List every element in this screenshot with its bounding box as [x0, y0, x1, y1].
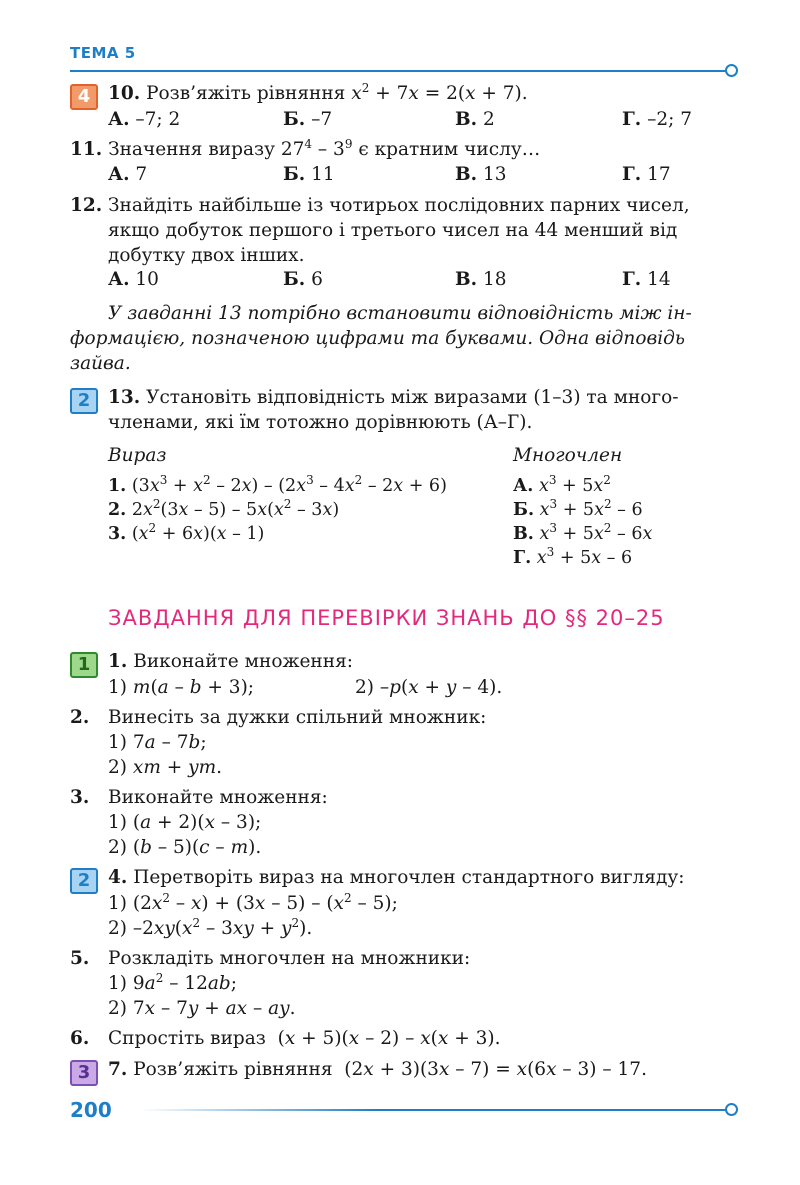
section-title: ЗАВДАННЯ ДЛЯ ПЕРЕВІРКИ ЗНАНЬ ДО §§ 20–25: [108, 606, 665, 630]
task-5: 5. Розкладіть многочлен на множники:: [70, 948, 471, 969]
question-11: 11. Значення виразу $27^4 - 3^9$ є кратним числу…: [70, 136, 541, 160]
task-1-b: 2) –p(x + y – 4).: [355, 677, 503, 698]
question-10: 10. Розв’яжіть рівняння $x^2 + 7x = 2(x + 7)$.: [108, 80, 528, 104]
column-header-polynomial: Многочлен: [513, 445, 623, 466]
note-line-1: У завданні 13 потрібно встановити відповідність між ін-: [108, 303, 692, 324]
task-4-b: 2) $-2xy(x^2 - 3xy + y^2)$.: [108, 915, 313, 939]
task-3: 3. Виконайте множення:: [70, 787, 328, 808]
polynomial-d: Г. $x^3 + 5x - 6$: [513, 545, 633, 568]
q11-option-d: Г. 17: [622, 164, 671, 185]
expression-1: 1. $(3x^3 + x^2 - 2x) - (2x^3 - 4x^2 - 2x + 6)$: [108, 473, 447, 496]
q11-option-c: В. 13: [455, 164, 507, 185]
topic-label: ТЕМА 5: [70, 44, 136, 62]
q10-option-b: Б. –7: [283, 109, 333, 130]
footer-rule-end: [725, 1103, 738, 1116]
question-12-num: 12.: [70, 195, 103, 216]
column-header-expression: Вираз: [108, 445, 167, 466]
task-4: 4. Перетворіть вираз на многочлен стандартного вигляду:: [108, 867, 685, 888]
expression-2: 2. $2x^2(3x - 5) - 5x(x^2 - 3x)$: [108, 497, 340, 520]
q12-option-a: А. 10: [108, 269, 159, 290]
note-line-2: формацією, позначеною цифрами та буквами. Одна відповідь: [70, 328, 685, 349]
task-5-b: 2) 7x – 7y + ax – ay.: [108, 998, 296, 1019]
task-2-a: 1) 7a – 7b;: [108, 732, 207, 753]
polynomial-c: В. $x^3 + 5x^2 - 6x$: [513, 521, 653, 544]
task-3-b: 2) (b – 5)(c – m).: [108, 837, 262, 858]
question-12-line-3: добутку двох інших.: [108, 245, 305, 266]
task-4-a: 1) $(2x^2 - x) + (3x - 5) - (x^2 - 5)$;: [108, 890, 398, 914]
task-2: 2. Винесіть за дужки спільний множник:: [70, 707, 487, 728]
q11-option-b: Б. 11: [283, 164, 335, 185]
q10-option-d: Г. –2; 7: [622, 109, 693, 130]
question-13-line-2: членами, які їм тотожно дорівнюють (А–Г).: [108, 412, 533, 433]
q12-option-b: Б. 6: [283, 269, 323, 290]
task-2-b: 2) xm + ym.: [108, 757, 223, 778]
question-13-line-1: 13. Установіть відповідність між виразами (1–3) та много-: [108, 387, 679, 408]
q12-option-d: Г. 14: [622, 269, 671, 290]
level-badge-2: 2: [70, 388, 98, 414]
question-12-line-1: Знайдіть найбільше із чотирьох послідовних парних чисел,: [108, 195, 690, 216]
polynomial-b: Б. $x^3 + 5x^2 - 6$: [513, 497, 643, 520]
level-badge-3: 3: [70, 1060, 98, 1086]
task-7: 7. Розв’яжіть рівняння (2x + 3)(3x – 7) = x(6x – 3) – 17.: [108, 1059, 647, 1080]
q12-option-c: В. 18: [455, 269, 507, 290]
task-1-a: 1) m(a – b + 3);: [108, 677, 255, 698]
level-badge-2-b: 2: [70, 868, 98, 894]
footer-rule: [140, 1109, 728, 1111]
note-line-3: зайва.: [70, 353, 131, 374]
q10-option-c: В. 2: [455, 109, 495, 130]
page-number: 200: [70, 1098, 112, 1122]
task-3-a: 1) (a + 2)(x – 3);: [108, 812, 262, 833]
level-badge-1: 1: [70, 652, 98, 678]
polynomial-a: А. $x^3 + 5x^2$: [513, 473, 611, 496]
question-12-line-2: якщо добуток першого і третього чисел на 44 менший від: [108, 220, 678, 241]
header-rule-end: [725, 64, 738, 77]
header-rule: [70, 70, 728, 72]
level-badge-4: 4: [70, 84, 98, 110]
expression-3: 3. $(x^2 + 6x)(x - 1)$: [108, 521, 265, 544]
task-6: 6. Спростіть вираз (x + 5)(x – 2) – x(x + 3).: [70, 1028, 501, 1049]
q11-option-a: А. 7: [108, 164, 148, 185]
task-1: 1. Виконайте множення:: [108, 651, 353, 672]
task-5-a: 1) $9a^2 - 12ab$;: [108, 970, 237, 994]
q10-option-a: А. –7; 2: [108, 109, 181, 130]
